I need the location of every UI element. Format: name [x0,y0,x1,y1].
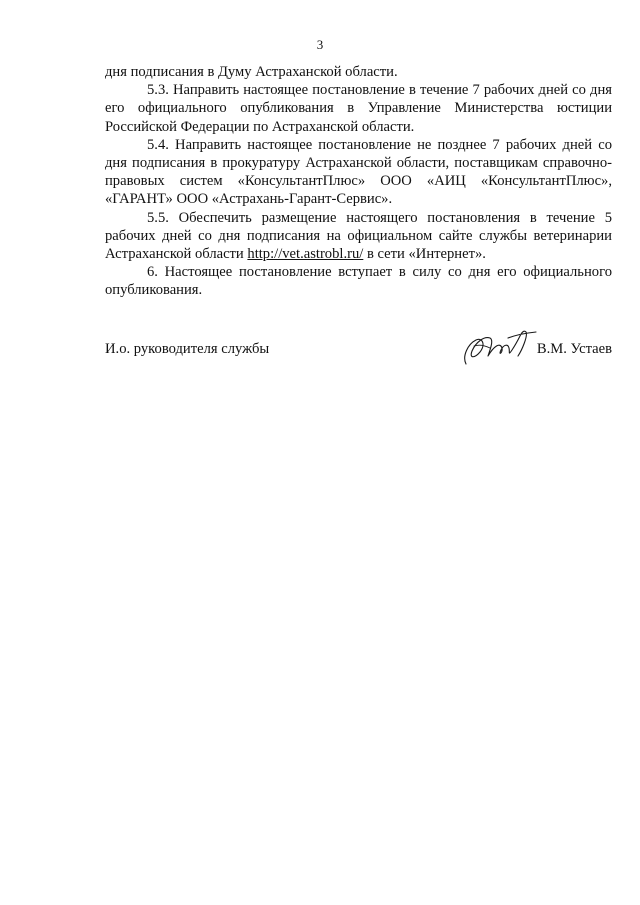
paragraph-continuation: дня подписания в Думу Астраханской области. [105,64,398,80]
paragraph-5-5-text: 5.5. Обеспечить размещение настоящего постановления в течение 5 рабочих дней со дня подписания на официальном сайте службы ветеринарии Астраханской области [105,209,612,263]
paragraph-5-3: 5.3. Направить настоящее постановление в течение 7 рабочих дней со дня его официального опубликования в Управление Министерства юстиции Российской Федерации по Астраханской области. [105,82,612,135]
signatory-position: И.о. руководителя службы [105,341,270,357]
signature-block [105,336,612,376]
page-number: 3 [316,37,324,52]
handwritten-signature [460,326,540,370]
paragraph-5-5 [105,209,612,264]
signatory-name: В.М. Устаев [536,341,612,357]
paragraph-6: 6. Настоящее постановление вступает в силу со дня его официального опубликования. [105,264,612,299]
website-link[interactable]: http://vet.astrobl.ru/ [247,246,364,263]
paragraph-5-4: 5.4. Направить настоящее постановление не позднее 7 рабочих дней со дня подписания в прокуратуру Астраханской области, поставщикам справочно-правовых систем «КонсультантПлюс» ООО «АИЦ «КонсультантПлюс», «ГАРАНТ» ООО «Астрахань-Гарант-Сервис». [105,136,612,208]
document-body [105,63,612,300]
paragraph-5-5-tail: в сети «Интернет». [363,246,486,263]
